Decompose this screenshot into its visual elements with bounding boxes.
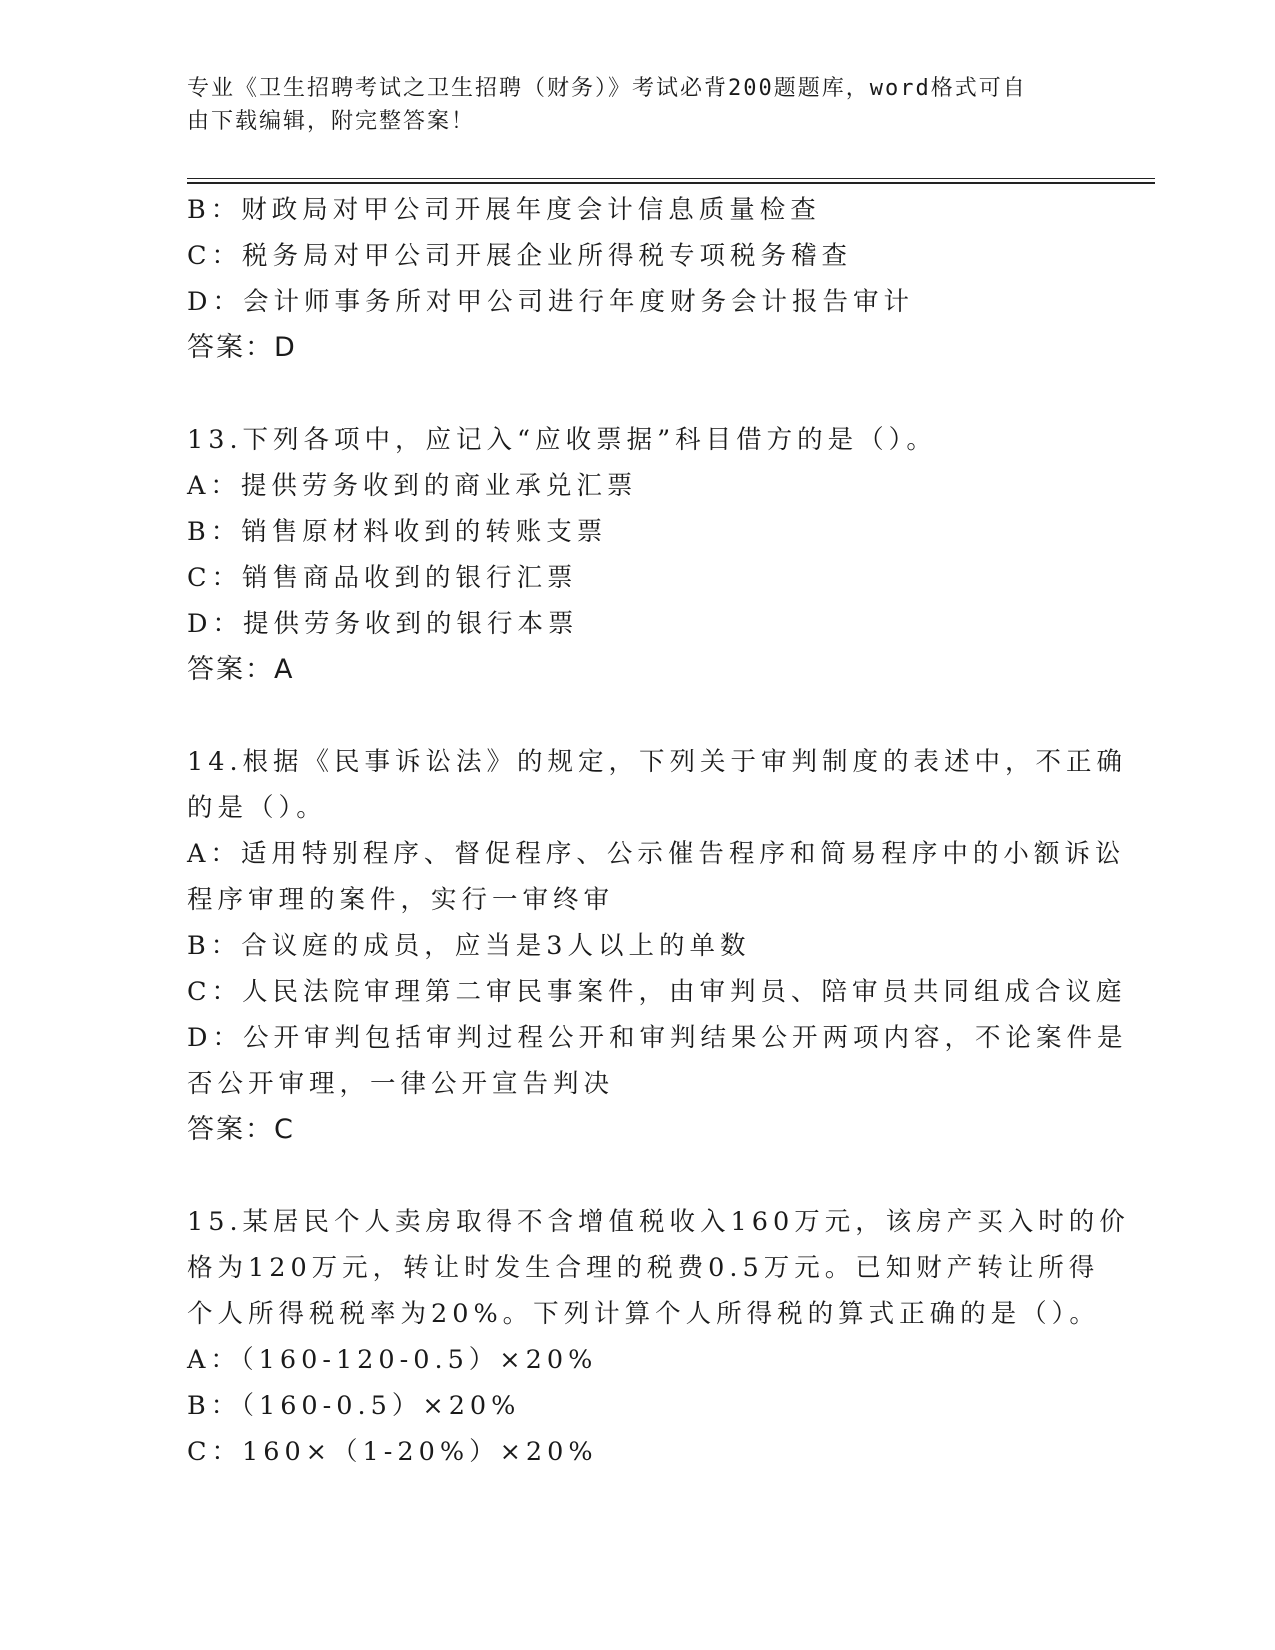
- q15-option-a: A：（160-120-0.5）×20%: [187, 1345, 598, 1375]
- q12-option-c: C：税务局对甲公司开展企业所得税专项税务稽查: [187, 241, 853, 271]
- header-divider-thin: [187, 178, 1155, 179]
- question-13: [187, 417, 1097, 693]
- spacer: [187, 371, 1097, 417]
- q14-answer: 答案：C: [187, 1114, 295, 1145]
- q14-option-b: B：合议庭的成员，应当是3人以上的单数: [187, 931, 751, 961]
- q13-option-a: A：提供劳务收到的商业承兑汇票: [187, 471, 638, 501]
- header-line-1: 专业《卫生招聘考试之卫生招聘（财务）》考试必背200题题库，word格式可自: [187, 76, 1027, 101]
- header-line-2: 由下载编辑，附完整答案！: [187, 109, 476, 134]
- q14-stem-line-1: 14.根据《民事诉讼法》的规定，下列关于审判制度的表述中，不正确: [187, 747, 1128, 777]
- q15-stem-line-3: 个人所得税税率为20%。下列计算个人所得税的算式正确的是（）。: [187, 1299, 1100, 1329]
- q14-option-a-line-2: 程序审理的案件，实行一审终审: [187, 885, 615, 915]
- q12-option-d: D：会计师事务所对甲公司进行年度财务会计报告审计: [187, 287, 914, 317]
- question-15: [187, 1199, 1130, 1475]
- q14-option-c: C：人民法院审理第二审民事案件，由审判员、陪审员共同组成合议庭: [187, 977, 1127, 1007]
- spacer: [187, 693, 1097, 739]
- question-14: [187, 739, 1128, 1153]
- q12-option-b: B：财政局对甲公司开展年度会计信息质量检查: [187, 195, 821, 225]
- q13-option-c: C：销售商品收到的银行汇票: [187, 563, 578, 593]
- q14-stem-line-2: 的是（）。: [187, 793, 327, 823]
- document-header: [187, 72, 1067, 138]
- header-divider-thick: [187, 182, 1155, 184]
- question-12: [187, 187, 1097, 371]
- q15-option-b: B：（160-0.5）×20%: [187, 1391, 521, 1421]
- q14-option-d-line-1: D：公开审判包括审判过程公开和审判结果公开两项内容，不论案件是: [187, 1023, 1128, 1053]
- q14-option-a-line-1: A：适用特别程序、督促程序、公示催告程序和简易程序中的小额诉讼: [187, 839, 1126, 869]
- q15-stem-line-1: 15.某居民个人卖房取得不含增值税收入160万元，该房产买入时的价: [187, 1207, 1130, 1237]
- document-body: [187, 187, 1130, 1475]
- q15-option-c: C：160×（1-20%）×20%: [187, 1437, 598, 1467]
- spacer: [187, 1153, 1097, 1199]
- q15-stem-line-2: 格为120万元，转让时发生合理的税费0.5万元。已知财产转让所得: [187, 1253, 1100, 1283]
- q14-option-d-line-2: 否公开审理，一律公开宣告判决: [187, 1069, 615, 1099]
- q13-stem: 13.下列各项中，应记入“应收票据”科目借方的是（）。: [187, 425, 937, 455]
- q12-answer: 答案：D: [187, 332, 297, 363]
- q13-option-d: D：提供劳务收到的银行本票: [187, 609, 579, 639]
- q13-option-b: B：销售原材料收到的转账支票: [187, 517, 608, 547]
- q13-answer: 答案：A: [187, 654, 295, 685]
